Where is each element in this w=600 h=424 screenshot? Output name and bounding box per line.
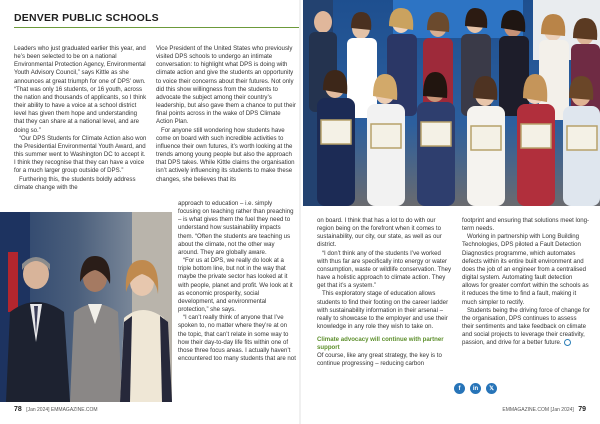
paragraph: “For us at DPS, we really do look at a triple bottom line, but not in the way that maybe the private sector has looked at it with people, planet and profit. We look at it as economic prosperity, social development, and environmental protection,” she says. xyxy=(178,257,293,314)
paragraph: Vice President of the United States who previously visited DPS schools to undergo an intimate conversation: to highlight what DPS is doing with climate action and give the students an opportunity to voice their concerns about their futures. Not only did this show willingness from the students to advocate the subject among their country’s leadership, but also gave them a chance to put their final points across in the wake of DPS Climate Action Plan. xyxy=(156,45,296,126)
paragraph: “I can’t really think of anyone that I’ve spoken to, no matter where they’re at on the topic, that can’t relate in some way to how their day-to-day life fits within one of those three focus areas. I actually haven’t encountered too many students that are not xyxy=(178,314,296,362)
paragraph: on board. I think that has a lot to do with our region being on the forefront when it comes to sustainability, our city, our state, as well as our district. xyxy=(317,217,442,249)
page-folio-left xyxy=(14,406,98,413)
article-column-5 xyxy=(462,217,590,348)
page-folio-right xyxy=(468,406,586,413)
paragraph: “I don’t think any of the students I’ve worked with thus far are specifically into energy or water consumption, waste or wildlife conservation. They have a holistic approach to climate action. They get that it’s a system.” xyxy=(317,249,452,290)
paragraph: Leaders who just graduated earlier this year, and he’s been selected to be on a national Environmental Protection Agency, Environmental Youth Advisory Council,” says Kittle as she announces at great triumph for one of DPS’ own. “That was only 16 students, or 16 youth, across the nation and thousands of applicants, so I think their ability to have a voice at a school district level has given them hope and understanding that they can share at a national level, and are doing so.” xyxy=(14,45,147,134)
page-number: 79 xyxy=(578,406,586,413)
article-column-4 xyxy=(317,217,453,369)
social-links xyxy=(454,383,497,394)
article-column-1 xyxy=(14,45,148,192)
paragraph: Of course, like any great strategy, the key is to continue progressing – reducing carbon xyxy=(317,352,442,368)
end-mark-icon xyxy=(564,339,571,346)
section-subhead: Climate advocacy will continue with partner support xyxy=(317,336,444,352)
paragraph: footprint and ensuring that solutions meet long-term needs. xyxy=(462,217,590,233)
header-rule xyxy=(14,27,300,28)
linkedin-icon[interactable]: in xyxy=(470,383,481,394)
article-column-2 xyxy=(156,45,296,184)
page-number: 78 xyxy=(14,406,22,413)
twitter-icon[interactable]: 𝕏 xyxy=(486,383,497,394)
paragraph: Furthering this, the students boldly address climate change with the xyxy=(14,175,136,191)
paragraph: This exploratory stage of education allows students to find their footing on the career ladder with sustainability information in their arsenal – really to showcase to the employer and use their knowledge in any role they wish to take on. xyxy=(317,290,449,331)
paragraph: approach to education – i.e. simply focusing on teaching rather than preaching – is what gives them the fuel they need to understand how sustainability impacts them. “Often the students are teaching us about the climate, not the other way around. They are globally aware. xyxy=(178,200,294,256)
folio-text: [Jan 2024] EMMAGAZINE.COM xyxy=(26,407,98,413)
folio-text: EMMAGAZINE.COM [Jan 2024] xyxy=(502,407,574,413)
paragraph: “Our DPS Students for Climate Action also won the Presidential Environmental Youth Award, and this summer went to Washington DC to accept it. I think they recognise that they can have a voice for a much larger group outside of DPS.” xyxy=(14,134,147,175)
paragraph: Working in partnership with Long Building Technologies, DPS piloted a Fault Detection Diagnostics programme, which automates defects within its entire built environment and does the job of an engineer from a centralised digital system. Automating fault detection allows for greater comfort within the schools as it reduces the time to find a fault, making it much simpler to rectify. xyxy=(462,233,589,306)
students-award-photo xyxy=(303,0,600,206)
section-header xyxy=(14,12,294,28)
paragraph: For anyone still wondering how students have come on board with such incredible activities to influence their own futures, it’s worth looking at the trends among young people but also the approach that DPS takes. While Kittle claims the organisation isn’t actively influencing its students to make these changes, she believes that its xyxy=(156,126,295,183)
facebook-icon[interactable]: f xyxy=(454,383,465,394)
article-column-3 xyxy=(178,200,296,363)
closing-text: Students being the driving force of change for the organisation, DPS continues to assess their sentiments and take feedback on climate and social projects to leverage their creativity, passion, and drive for a better future. xyxy=(462,306,590,347)
paragraph xyxy=(462,307,590,348)
vice-president-photo xyxy=(0,212,172,402)
section-title: DENVER PUBLIC SCHOOLS xyxy=(14,12,159,24)
